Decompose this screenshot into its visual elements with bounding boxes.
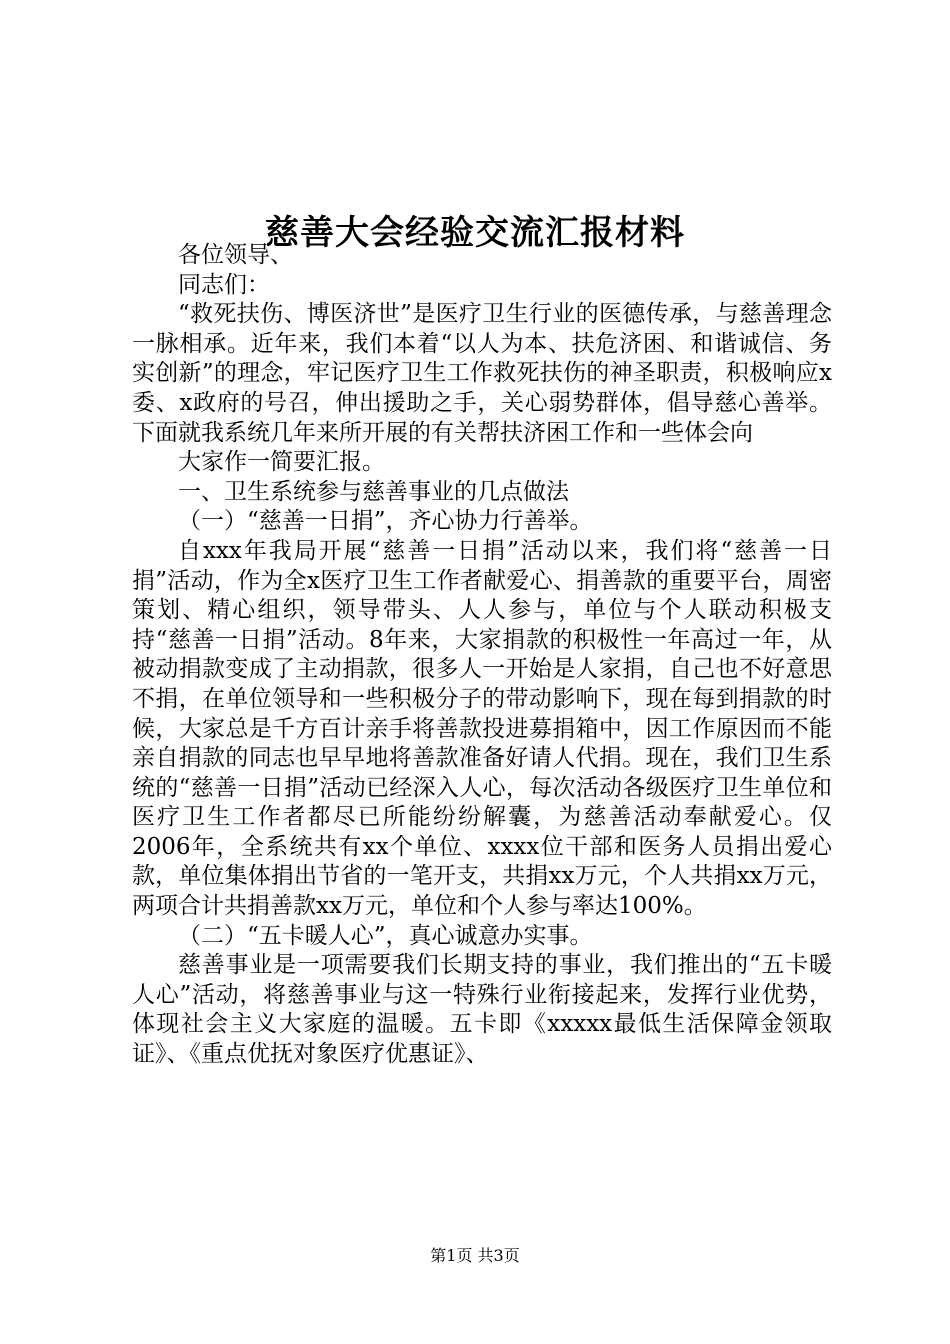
body-paragraph: 慈善事业是一项需要我们长期支持的事业，我们推出的“五卡暖人心”活动，将慈善事业与这一特殊行业衔接起来，发挥行业优势，体现社会主义大家庭的温暖。五卡即《xxxxx最低生活保障金领取证》、《重点优抚对象医疗优惠证》、 — [132, 952, 832, 1068]
subsection-heading: （二）“五卡暖人心”，真心诚意办实事。 — [178, 922, 593, 949]
document-title: 慈善大会经验交流汇报材料 — [265, 212, 685, 253]
section-heading: 一、卫生系统参与慈善事业的几点做法 — [178, 478, 569, 505]
body-paragraph: 大家作一简要汇报。 — [178, 449, 385, 476]
page-footer: 第1页 共3页 — [430, 1246, 520, 1265]
salutation-line: 同志们： — [178, 271, 270, 298]
body-paragraph: 自xxx年我局开展“慈善一日捐”活动以来，我们将“慈善一日捐”活动，作为全x医疗卫生工作者献爱心、捐善款的重要平台，周密策划、精心组织，领导带头、人人参与，单位与个人联动积极支持“慈善一日捐”活动。8年来，大家捐款的积极性一年高过一年，从被动捐款变成了主动捐款，很多人一开始是人家捐，自己也不好意思不捐，在单位领导和一些积极分子的带动影响下，现在每到捐款的时候，大家总是千方百计亲手将善款投进募捐箱中，因工作原因而不能亲自捐款的同志也早早地将善款准备好请人代捐。现在，我们卫生系统的“慈善一日捐”活动已经深入人心，每次活动各级医疗卫生单位和医疗卫生工作者都尽已所能纷纷解囊，为慈善活动奉献爱心。仅2006年，全系统共有xx个单位、xxxx位干部和医务人员捐出爱心款，单位集体捐出节省的一笔开支，共捐xx万元，个人共捐xx万元，两项合计共捐善款xx万元，单位和个人参与率达100%。 — [132, 537, 832, 920]
document-body — [132, 241, 832, 1070]
body-paragraph: “救死扶伤、博医济世”是医疗卫生行业的医德传承，与慈善理念一脉相承。近年来，我们本着“以人为本、扶危济困、和谐诚信、务实创新”的理念，牢记医疗卫生工作救死扶伤的神圣职责，积极响应x委、x政府的号召，伸出援助之手，关心弱势群体，倡导慈心善举。下面就我系统几年来所开展的有关帮扶济困工作和一些体会向 — [132, 301, 832, 446]
subsection-heading: （一）“慈善一日捐”，齐心协力行善举。 — [178, 508, 593, 535]
salutation-line: 各位领导、 — [178, 242, 293, 268]
